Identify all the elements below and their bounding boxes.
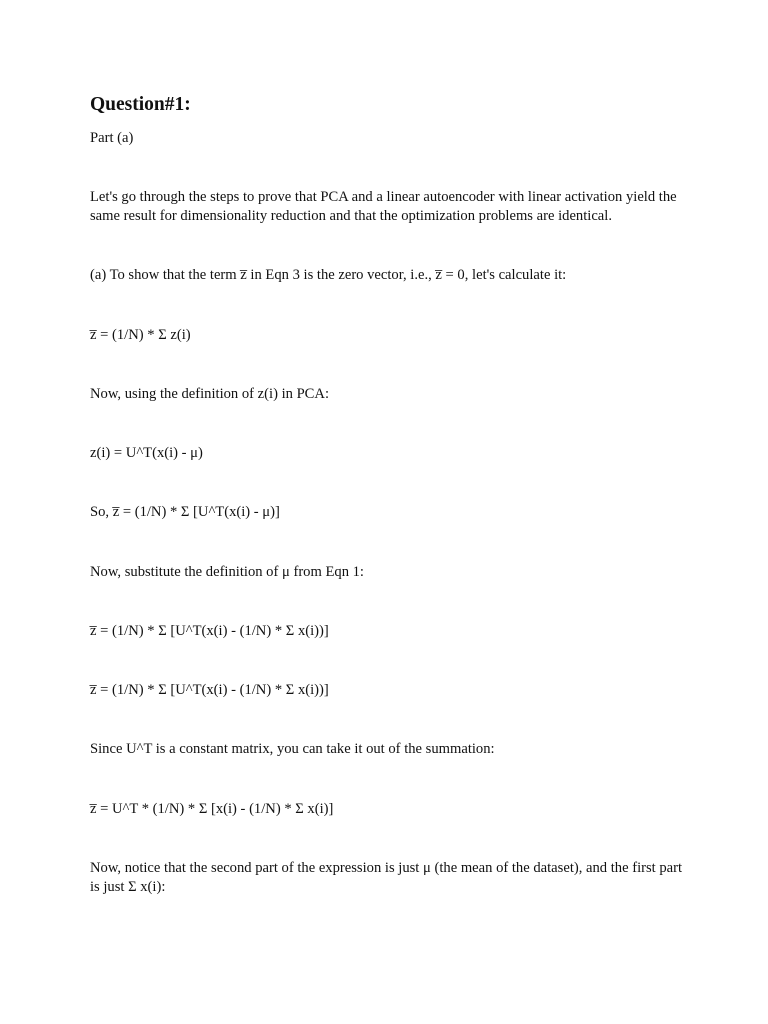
equation-zi: z(i) = U^T(x(i) - μ) <box>90 445 203 461</box>
using-definition-text: Now, using the definition of z(i) in PCA: <box>90 386 330 402</box>
intro-paragraph: Let's go through the steps to prove that PCA and a linear autoencoder with linear activation yield the same result for dimensionality reduction and that the optimization problems are identical. <box>90 189 677 224</box>
equation-so: So, z̅ = (1/N) * Σ [U^T(x(i) - μ)] <box>90 504 280 520</box>
question-title: Question#1: <box>90 94 191 115</box>
constant-matrix-text: Since U^T is a constant matrix, you can take it out of the summation: <box>90 741 495 757</box>
step-a-text: (a) To show that the term z̅ in Eqn 3 is the zero vector, i.e., z̅ = 0, let's calculate it: <box>90 267 567 283</box>
equation-substituted-1: z̅ = (1/N) * Σ [U^T(x(i) - (1/N) * Σ x(i))] <box>90 623 329 639</box>
substitute-text: Now, substitute the definition of μ from Eqn 1: <box>90 564 364 580</box>
equation-factored: z̅ = U^T * (1/N) * Σ [x(i) - (1/N) * Σ x(i)] <box>90 801 334 817</box>
part-label: Part (a) <box>90 130 134 146</box>
equation-zbar: z̅ = (1/N) * Σ z(i) <box>90 327 191 343</box>
notice-paragraph: Now, notice that the second part of the expression is just μ (the mean of the dataset), and the first part is just Σ x(i): <box>90 860 683 895</box>
equation-substituted-2: z̅ = (1/N) * Σ [U^T(x(i) - (1/N) * Σ x(i))] <box>90 682 329 698</box>
